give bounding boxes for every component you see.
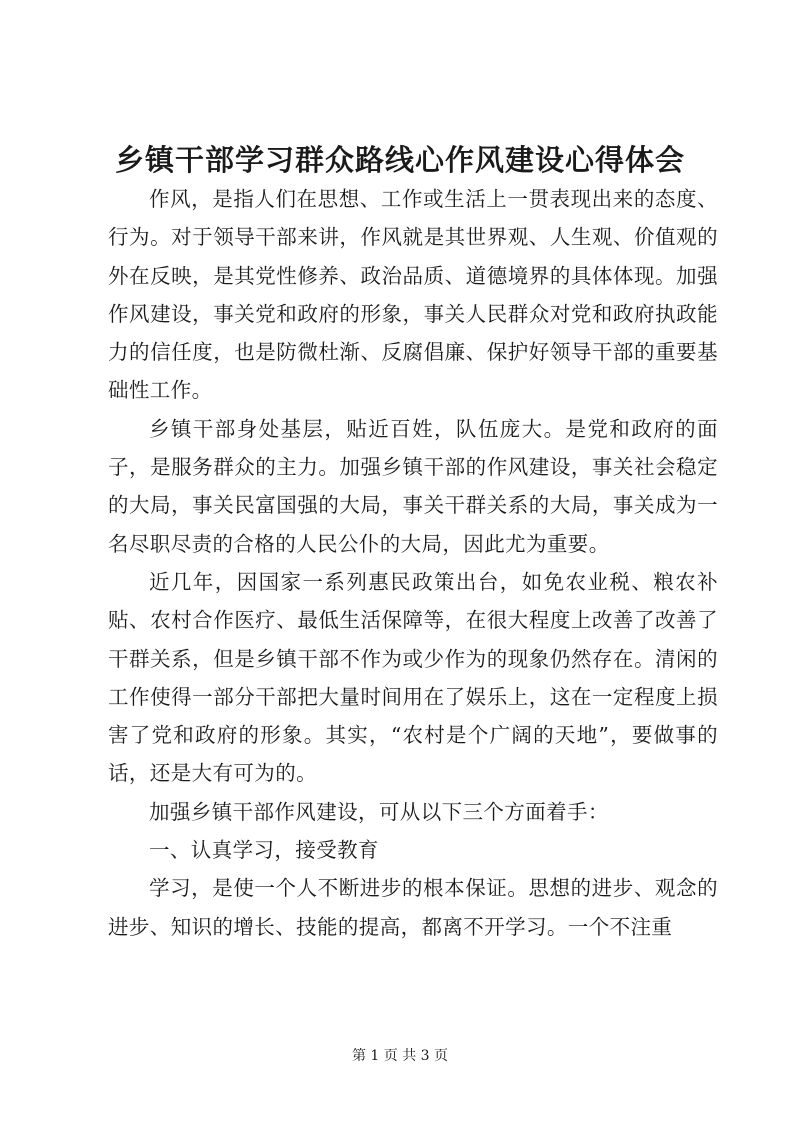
paragraph-study: 学习，是使一个人不断进步的根本保证。思想的进步、观念的进步、知识的增长、技能的提高，都离不开学习。一个不注重 [108,876,718,939]
paragraph-intro: 作风，是指人们在思想、工作或生活上一贯表现出来的态度、行为。对于领导干部来讲，作风就是其世界观、人生观、价值观的外在反映，是其党性修养、政治品质、道德境界的具体体现。加强作风建设，事关党和政府的形象，事关人民群众对党和政府执政能力的信任度，也是防微杜渐、反腐倡廉、保护好领导干部的重要基础性工作。 [108,187,718,403]
paragraph-recent-years: 近几年，因国家一系列惠民政策出台，如免农业税、粮农补贴、农村合作医疗、最低生活保障等，在很大程度上改善了改善了干群关系，但是乡镇干部不作为或少作为的现象仍然存在。清闲的工作使得一部分干部把大量时间用在了娱乐上，这在一定程度上损害了党和政府的形象。其实，“农村是个广阔的天地”，要做事的话，还是大有可为的。 [108,569,718,786]
paragraph-grassroots: 乡镇干部身处基层，贴近百姓，队伍庞大。是党和政府的面子，是服务群众的主力。加强乡镇干部的作风建设，事关社会稳定的大局，事关民富国强的大局，事关干群关系的大局，事关成为一名尽职尽责的合格的人民公仆的大局，因此尤为重要。 [108,416,718,556]
document-body [108,180,718,946]
document-title: 乡镇干部学习群众路线心作风建设心得体会 [114,143,685,177]
paragraph-three-aspects: 加强乡镇干部作风建设，可从以下三个方面着手： [149,799,609,824]
section-heading-study: 一、认真学习，接受教育 [149,838,379,863]
page-footer: 第 1 页 共 3 页 [351,1048,449,1064]
